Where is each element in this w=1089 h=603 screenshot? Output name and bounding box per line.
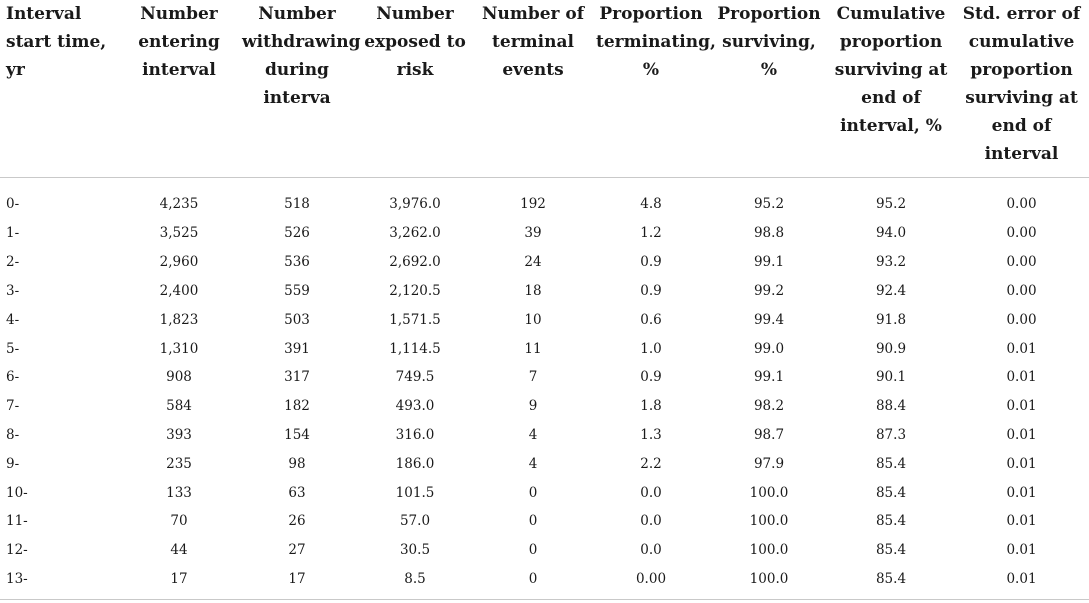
table-cell: 4,235 xyxy=(159,196,199,213)
table-cell: 1.8 xyxy=(640,398,662,415)
table-cell: 98 xyxy=(288,455,306,472)
table-cell: 6- xyxy=(6,369,20,386)
table-cell: 1.0 xyxy=(640,340,662,357)
table-cell: 97.9 xyxy=(753,455,785,472)
table-cell: 182 xyxy=(284,398,310,415)
table-cell: 0.9 xyxy=(640,282,662,299)
table-cell: 0.00 xyxy=(1006,196,1037,213)
table-cell: 39 xyxy=(524,225,542,242)
table-cell: 584 xyxy=(166,398,192,415)
table-cell: 92.4 xyxy=(875,282,907,299)
table-cell: 18 xyxy=(524,282,542,299)
table-cell: 100.0 xyxy=(749,484,789,501)
table-cell: 5- xyxy=(6,340,20,357)
table-cell: 2,960 xyxy=(159,254,199,271)
table-cell: 100.0 xyxy=(749,570,789,587)
table-cell: 85.4 xyxy=(875,484,907,501)
table-cell: 235 xyxy=(166,455,192,472)
table-cell: 0.00 xyxy=(1006,225,1037,242)
table-cell: 95.2 xyxy=(875,196,907,213)
table-cell: 4 xyxy=(528,455,538,472)
table-cell: 0.6 xyxy=(640,311,662,328)
table-cell: 99.1 xyxy=(753,369,785,386)
table-cell: 8.5 xyxy=(404,570,426,587)
table-cell: 0- xyxy=(6,196,20,213)
table-cell: 317 xyxy=(284,369,310,386)
table-row xyxy=(0,219,1089,248)
column-header-0: Interval start time, yr xyxy=(0,0,120,177)
table-cell: 0 xyxy=(528,513,538,530)
table-cell: 93.2 xyxy=(875,254,907,271)
table-cell: 0.01 xyxy=(1006,570,1037,587)
table-cell: 0.00 xyxy=(1006,311,1037,328)
table-cell: 0.0 xyxy=(640,484,662,501)
table-cell: 1- xyxy=(6,225,20,242)
table-cell: 2,120.5 xyxy=(389,282,441,299)
table-cell: 10- xyxy=(6,484,28,501)
table-cell: 1,571.5 xyxy=(389,311,441,328)
table-cell: 0.01 xyxy=(1006,542,1037,559)
table-cell: 2,400 xyxy=(159,282,199,299)
column-header-5: Proportion terminating, % xyxy=(592,0,710,177)
table-cell: 85.4 xyxy=(875,455,907,472)
table-cell: 0.9 xyxy=(640,369,662,386)
table-cell: 133 xyxy=(166,484,192,501)
table-row xyxy=(0,305,1089,334)
table-cell: 2- xyxy=(6,254,20,271)
table-body xyxy=(0,177,1089,593)
table-cell: 518 xyxy=(284,196,310,213)
table-row xyxy=(0,177,1089,219)
table-cell: 63 xyxy=(288,484,306,501)
table-row xyxy=(0,449,1089,478)
table-cell: 27 xyxy=(288,542,306,559)
table-cell: 90.1 xyxy=(875,369,907,386)
table-cell: 88.4 xyxy=(875,398,907,415)
table-cell: 0.01 xyxy=(1006,369,1037,386)
table-cell: 85.4 xyxy=(875,570,907,587)
table-cell: 95.2 xyxy=(753,196,785,213)
table-cell: 99.1 xyxy=(753,254,785,271)
column-header-1: Number entering interval xyxy=(120,0,238,177)
table-cell: 0 xyxy=(528,542,538,559)
table-cell: 393 xyxy=(166,426,192,443)
table-cell: 749.5 xyxy=(395,369,435,386)
table-cell: 44 xyxy=(170,542,188,559)
table-cell: 4 xyxy=(528,426,538,443)
table-cell: 0.01 xyxy=(1006,426,1037,443)
table-cell: 70 xyxy=(170,513,188,530)
column-header-7: Cumulative proportion surviving at end of interval, % xyxy=(828,0,954,177)
table-cell: 0.00 xyxy=(635,570,667,587)
table-cell: 94.0 xyxy=(875,225,907,242)
table-cell: 186.0 xyxy=(395,455,435,472)
table-cell: 1,823 xyxy=(159,311,199,328)
table-cell: 3,262.0 xyxy=(389,225,441,242)
table-cell: 98.7 xyxy=(753,426,785,443)
table-row xyxy=(0,392,1089,421)
table-cell: 0.0 xyxy=(640,542,662,559)
table-row xyxy=(0,507,1089,536)
column-header-2: Number withdrawing during interva xyxy=(238,0,356,177)
table-cell: 9 xyxy=(528,398,538,415)
table-cell: 98.2 xyxy=(753,398,785,415)
table-cell: 11 xyxy=(524,340,542,357)
table-cell: 17 xyxy=(170,570,188,587)
table-row xyxy=(0,421,1089,450)
table-cell: 192 xyxy=(520,196,546,213)
table-cell: 3- xyxy=(6,282,20,299)
table-cell: 0.01 xyxy=(1006,455,1037,472)
table-cell: 4.8 xyxy=(640,196,662,213)
table-cell: 3,976.0 xyxy=(389,196,441,213)
table-cell: 493.0 xyxy=(395,398,435,415)
table-cell: 101.5 xyxy=(395,484,435,501)
table-cell: 0.01 xyxy=(1006,340,1037,357)
table-cell: 0.01 xyxy=(1006,484,1037,501)
column-header-8: Std. error of cumulative proportion surviving at end of interval xyxy=(954,0,1089,177)
table-cell: 4- xyxy=(6,311,20,328)
table-cell: 0.01 xyxy=(1006,398,1037,415)
table-row xyxy=(0,248,1089,277)
table-row xyxy=(0,565,1089,594)
table-cell: 0.01 xyxy=(1006,513,1037,530)
column-header-3: Number exposed to risk xyxy=(356,0,474,177)
table-cell: 0.00 xyxy=(1006,254,1037,271)
table-cell: 85.4 xyxy=(875,542,907,559)
bottom-rule xyxy=(0,599,1089,600)
table-cell: 7- xyxy=(6,398,20,415)
table-cell: 908 xyxy=(166,369,192,386)
table-cell: 316.0 xyxy=(395,426,435,443)
table-cell: 99.4 xyxy=(753,311,785,328)
table-cell: 57.0 xyxy=(399,513,431,530)
table-cell: 90.9 xyxy=(875,340,907,357)
table-cell: 503 xyxy=(284,311,310,328)
table-cell: 13- xyxy=(6,570,28,587)
table-cell: 30.5 xyxy=(399,542,431,559)
table-cell: 91.8 xyxy=(875,311,907,328)
table-cell: 2,692.0 xyxy=(389,254,441,271)
table-cell: 87.3 xyxy=(875,426,907,443)
table-row xyxy=(0,363,1089,392)
table-cell: 536 xyxy=(284,254,310,271)
table-cell: 526 xyxy=(284,225,310,242)
table-cell: 98.8 xyxy=(753,225,785,242)
table-cell: 0 xyxy=(528,570,538,587)
table-row xyxy=(0,277,1089,306)
table-cell: 99.0 xyxy=(753,340,785,357)
table-cell: 85.4 xyxy=(875,513,907,530)
table-cell: 0 xyxy=(528,484,538,501)
table-cell: 0.00 xyxy=(1006,282,1037,299)
table-cell: 24 xyxy=(524,254,542,271)
table-cell: 1.3 xyxy=(640,426,662,443)
table-cell: 0.0 xyxy=(640,513,662,530)
table-cell: 154 xyxy=(284,426,310,443)
table-cell: 3,525 xyxy=(159,225,199,242)
table-cell: 0.9 xyxy=(640,254,662,271)
table-cell: 2.2 xyxy=(640,455,662,472)
table-cell: 12- xyxy=(6,542,28,559)
table-cell: 10 xyxy=(524,311,542,328)
table-cell: 100.0 xyxy=(749,542,789,559)
table-row xyxy=(0,478,1089,507)
header-row xyxy=(0,0,1089,177)
table-cell: 1.2 xyxy=(640,225,662,242)
table-cell: 7 xyxy=(528,369,538,386)
table-cell: 8- xyxy=(6,426,20,443)
table-cell: 99.2 xyxy=(753,282,785,299)
table-cell: 1,114.5 xyxy=(389,340,441,357)
table-cell: 100.0 xyxy=(749,513,789,530)
table-cell: 11- xyxy=(6,513,28,530)
table-row xyxy=(0,536,1089,565)
table-cell: 559 xyxy=(284,282,310,299)
table-cell: 26 xyxy=(288,513,306,530)
table-cell: 9- xyxy=(6,455,20,472)
column-header-4: Number of terminal events xyxy=(474,0,592,177)
table-cell: 17 xyxy=(288,570,306,587)
column-header-6: Proportion surviving, % xyxy=(710,0,828,177)
table-cell: 1,310 xyxy=(159,340,199,357)
table-cell: 391 xyxy=(284,340,310,357)
table-row xyxy=(0,334,1089,363)
